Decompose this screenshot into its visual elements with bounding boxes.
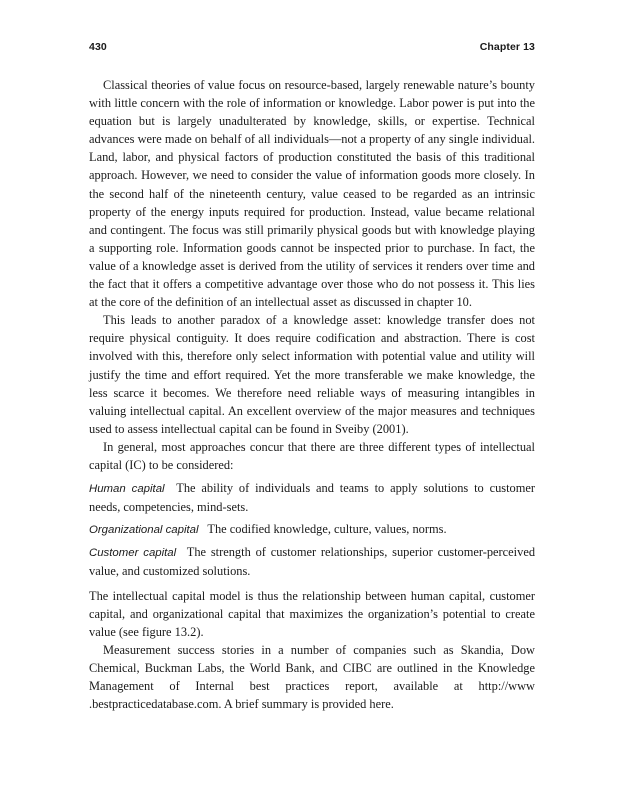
definition-human-capital	[89, 479, 535, 516]
paragraph-measurement-stories: Measurement success stories in a number of companies such as Skandia, Dow Chemical, Buckman Labs, the World Bank, and CIBC are outlined in the Knowledge Management of Internal best practices report, available at http://www .bestpracticedatabase.com. A brief summary is provided here.	[89, 642, 535, 712]
paragraph-ic-model: The intellectual capital model is thus the relationship between human capital, customer capital, and organizational capital that maximizes the organization’s potential to create value (see figure 13.2).	[89, 588, 535, 639]
definition-customer-capital	[89, 543, 535, 580]
paragraph-classical-theories: Classical theories of value focus on resource-based, largely renewable nature’s bounty with little concern with the role of information or knowledge. Labor power is put into the equation but is largely unadulterated by knowledge, skills, or expertise. Technical advances were made on behalf of all individuals—not a property of any single individual. Land, labor, and physical factors of production constituted the basis of this traditional approach. However, we need to consider the value of information goods more closely. In the second half of the nineteenth century, value ceased to be regarded as an intrinsic property of the energy inputs required for production. Instead, value became relational and contingent. The focus was still primarily physical goods but with knowledge playing a supporting role. Information goods cannot be inspected prior to purchase. In fact, the value of a knowledge asset is derived from the utility of services it renders over time and the fact that it offers a competitive advantage over those who do not possess it. This lies at the core of the definition of an intellectual asset as discussed in chapter 10.	[89, 78, 535, 310]
chapter-title: Chapter 13	[479, 41, 535, 53]
running-head	[89, 40, 535, 54]
page-number: 430	[89, 41, 107, 53]
definition-term: Customer capital	[89, 547, 177, 560]
definition-organizational-capital	[89, 520, 535, 539]
body-text	[89, 76, 535, 713]
paragraph-knowledge-paradox: This leads to another paradox of a knowledge asset: knowledge transfer does not require physical contiguity. It does require codification and abstraction. There is cost involved with this, therefore only select information with potential value and utility will justify the time and effort required. Yet the more transferable we make knowledge, the less scarce it becomes. We therefore need reliable ways of measuring intangibles in valuing intellectual capital. An excellent overview of the major measures and techniques used to assess intellectual capital can be found in Sveiby (2001).	[89, 313, 535, 436]
definition-text: The codified knowledge, culture, values, norms.	[207, 522, 447, 537]
definition-term: Human capital	[89, 483, 165, 496]
definition-term: Organizational capital	[89, 524, 199, 537]
definition-text: The ability of individuals and teams to apply solutions to customer needs, competencies, mind-sets.	[89, 481, 536, 515]
book-page	[89, 40, 535, 713]
definition-text: The strength of customer relationships, superior customer-perceived value, and customized solutions.	[89, 545, 536, 579]
paragraph-ic-types-intro: In general, most approaches concur that there are three different types of intellectual capital (IC) to be considered:	[89, 439, 535, 472]
